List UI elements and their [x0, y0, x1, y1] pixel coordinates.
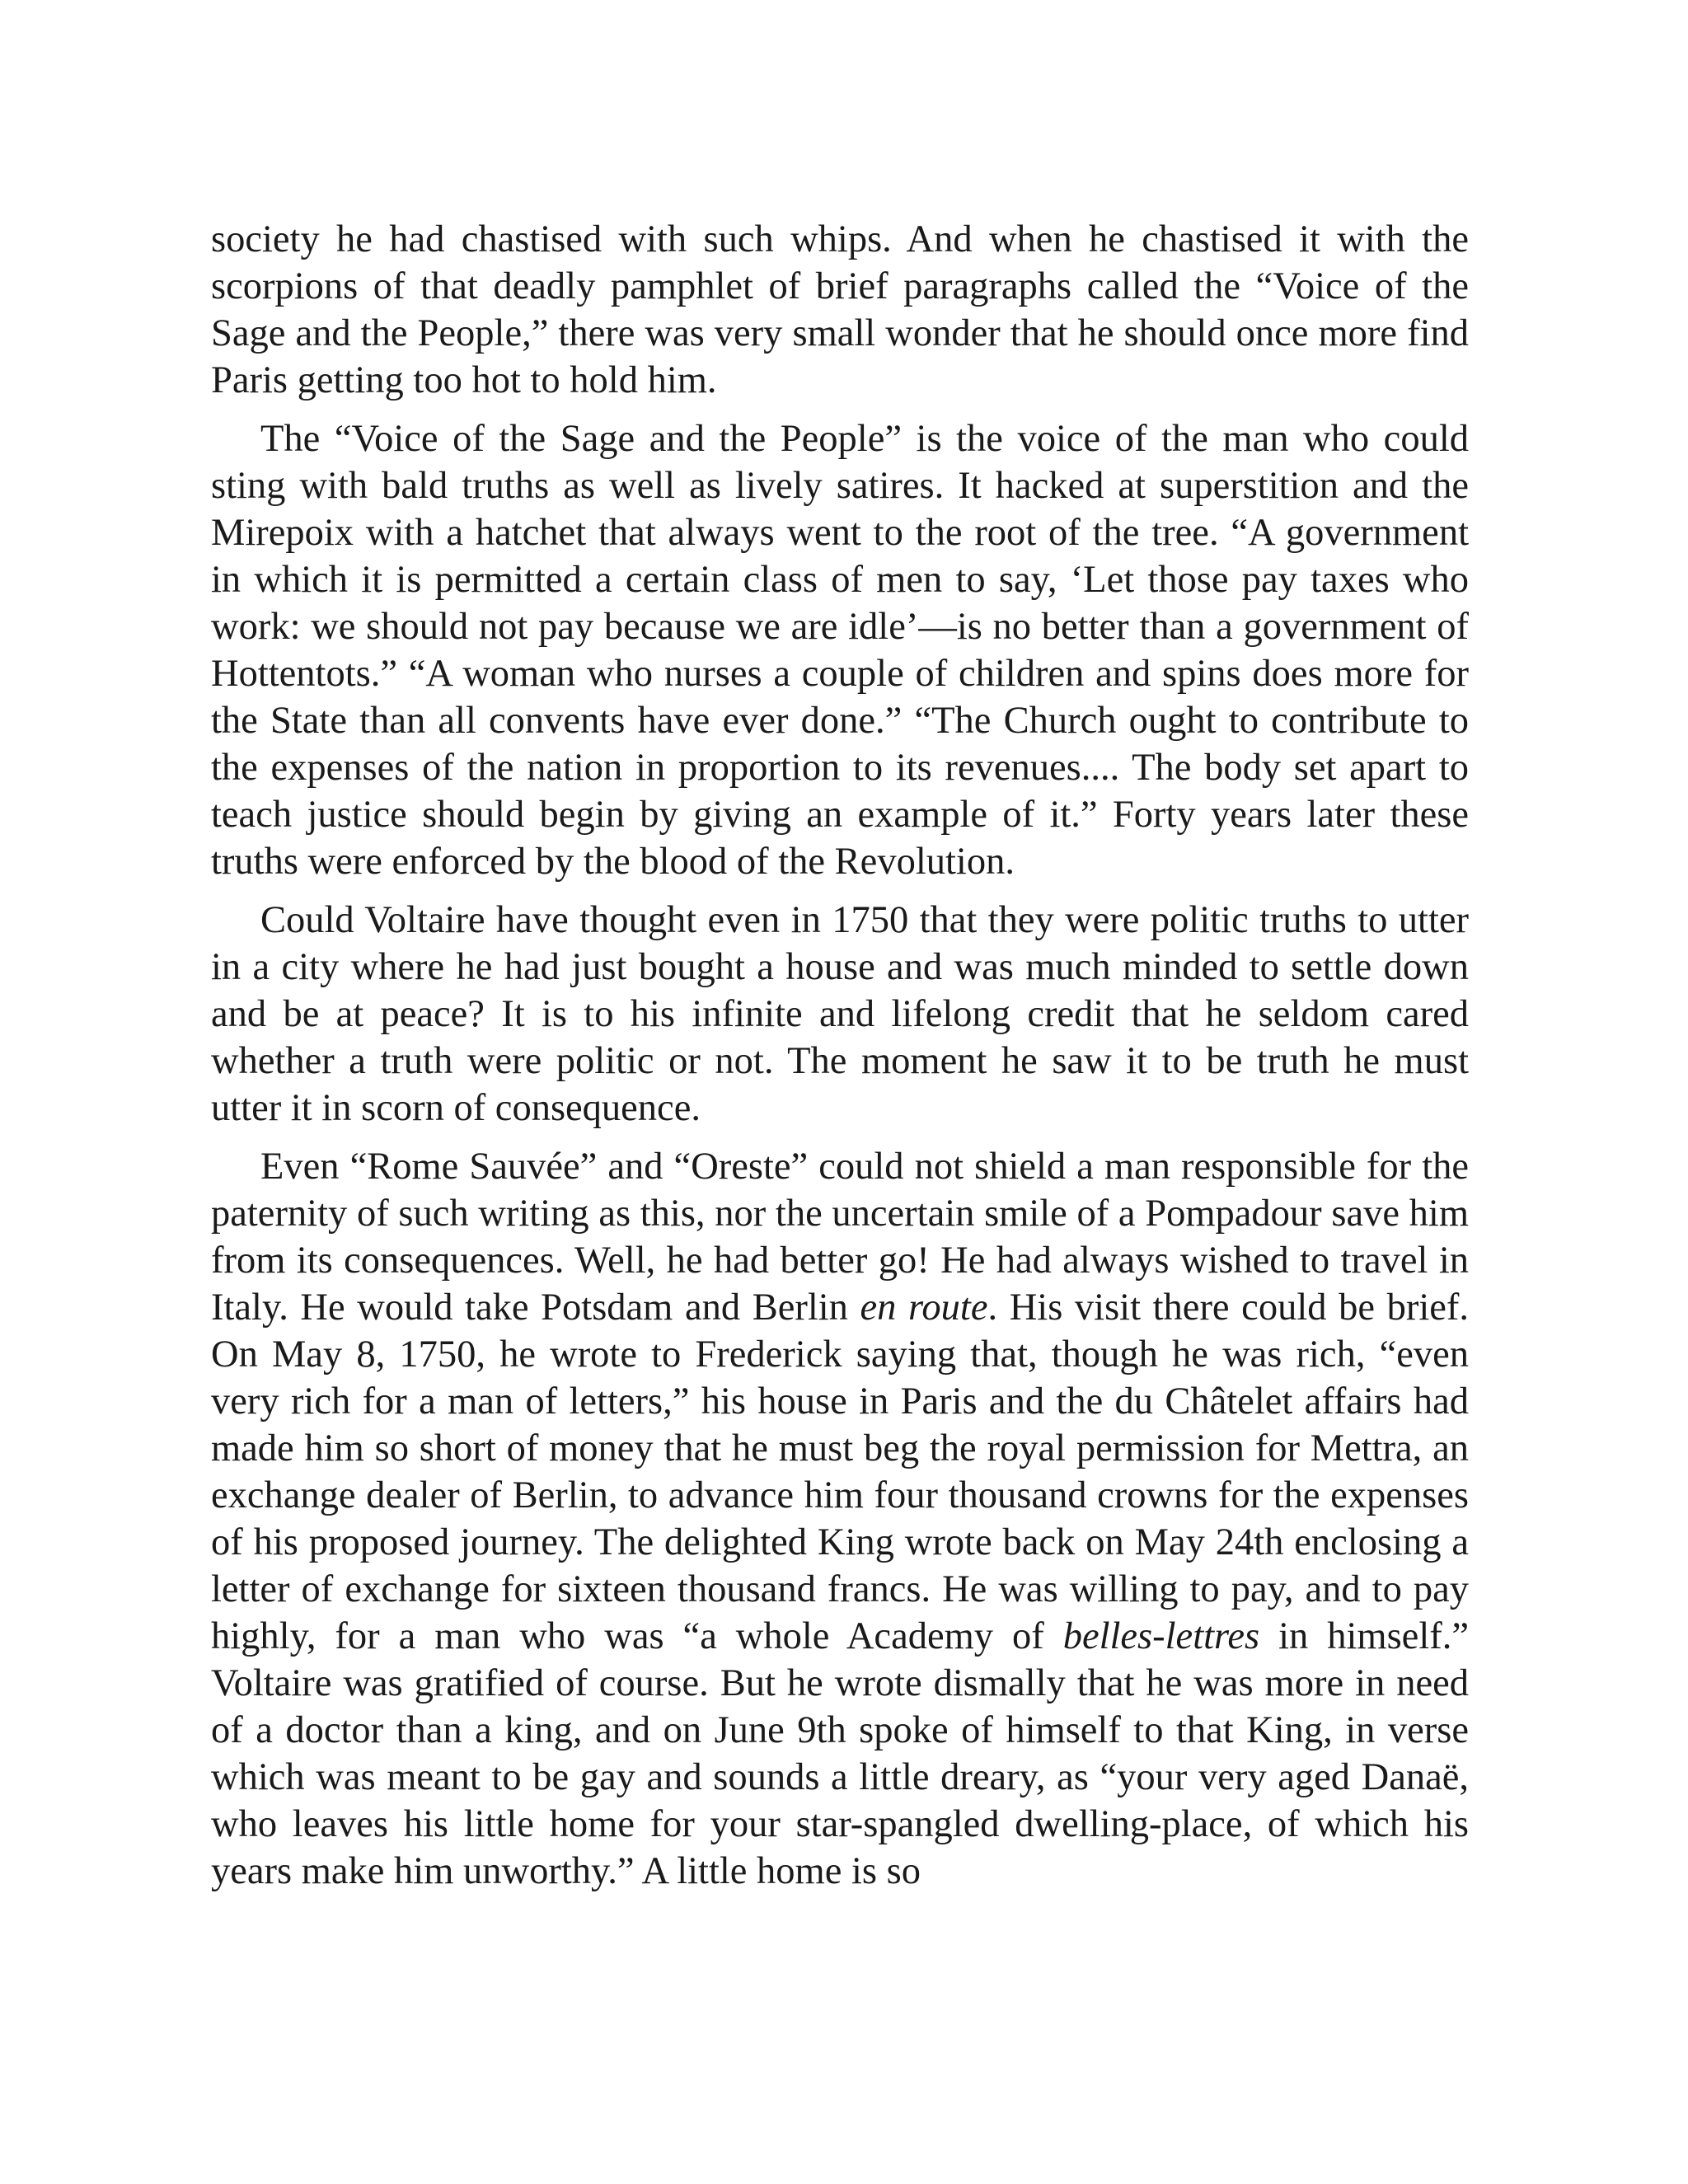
paragraph-1	[211, 216, 1469, 404]
paragraph-2	[211, 415, 1469, 885]
paragraph-4	[211, 1143, 1469, 1895]
page-body	[211, 216, 1469, 1906]
paragraph-4-italic-en-route: en route	[860, 1286, 988, 1329]
paragraph-4-text-a: Even “Rome Sauvée” and “Oreste” could not shield a man responsible for the paternity of such writing as this, nor the uncertain smile of a Pompadour save him from its consequences. Well, he had better go! He had always wished to travel in Italy. He would take Potsdam and Berlin	[211, 1146, 1469, 1329]
paragraph-3-text: Could Voltaire have thought even in 1750 that they were politic truths to utter in a city where he had just bought a house and was much minded to settle down and be at peace? It is to his infinite and lifelong credit that he seldom cared whether a truth were politic or not. The moment he saw it to be truth he must utter it in scorn of consequence.	[211, 899, 1469, 1129]
paragraph-4-text-c: in himself.” Voltaire was gratified of course. But he wrote dismally that he was more in need of a doctor than a king, and on June 9th spoke of himself to that King, in verse which was meant to be gay and sounds a little dreary, as “your very aged Danaë, who leaves his little home for your star-spangled dwelling-place, of which his years make him unworthy.” A little home is so	[211, 1615, 1469, 1892]
paragraph-4-text-b: . His visit there could be brief. On May 8, 1750, he wrote to Frederick saying that, though he was rich, “even very rich for a man of letters,” his house in Paris and the du Châtelet affairs had made him so short of money that he must beg the royal permission for Mettra, an exchange dealer of Berlin, to advance him four thousand crowns for the expenses of his proposed journey. The delighted King wrote back on May 24th enclosing a letter of exchange for sixteen thousand francs. He was willing to pay, and to pay highly, for a man who was “a whole Academy of	[211, 1286, 1469, 1657]
paragraph-1-text: society he had chastised with such whips. And when he chastised it with the scorpions of that deadly pamphlet of brief paragraphs called the “Voice of the Sage and the People,” there was very small wonder that he should once more find Paris getting too hot to hold him.	[211, 218, 1469, 401]
paragraph-2-text: The “Voice of the Sage and the People” is the voice of the man who could sting with bald truths as well as lively satires. It hacked at superstition and the Mirepoix with a hatchet that always went to the root of the tree. “A government in which it is permitted a certain class of men to say, ‘Let those pay taxes who work: we should not pay because we are idle’—is no better than a government of Hottentots.” “A woman who nurses a couple of children and spins does more for the State than all convents have ever done.” “The Church ought to contribute to the expenses of the nation in proportion to its revenues.... The body set apart to teach justice should begin by giving an example of it.” Forty years later these truths were enforced by the blood of the Revolution.	[211, 418, 1469, 883]
paragraph-4-italic-belles-lettres: belles-lettres	[1062, 1615, 1260, 1657]
paragraph-3	[211, 897, 1469, 1132]
